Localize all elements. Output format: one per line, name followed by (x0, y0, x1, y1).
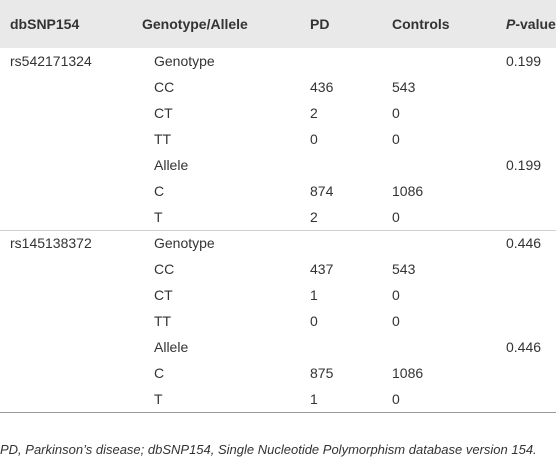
cell-controls: 0 (392, 386, 506, 412)
header-genotype-allele: Genotype/Allele (142, 16, 248, 32)
cell-snp (0, 256, 142, 282)
cell-genotype-allele: TT (154, 313, 172, 329)
cell-controls: 1086 (392, 365, 424, 381)
header-dbsnp: dbSNP154 (10, 16, 80, 32)
cell-pd (310, 230, 392, 256)
cell-pd (310, 152, 392, 178)
table-header-row (0, 0, 556, 48)
table-row (0, 204, 556, 230)
header-p-italic: P (506, 16, 516, 32)
cell-p-value (506, 74, 556, 100)
header-pd: PD (310, 16, 330, 32)
table-row (0, 74, 556, 100)
cell-controls (392, 230, 506, 256)
cell-pd: 1 (310, 287, 318, 303)
cell-pd (310, 48, 392, 74)
cell-p-value: 0.446 (506, 230, 556, 256)
cell-genotype-allele: Genotype (142, 230, 310, 256)
cell-genotype-allele: CC (154, 79, 175, 95)
cell-p-value: 0.199 (506, 157, 542, 173)
cell-genotype-allele: C (154, 183, 165, 199)
cell-p-value: 0.446 (506, 339, 542, 355)
cell-snp (0, 100, 142, 126)
cell-genotype-allele: Allele (154, 157, 189, 173)
cell-snp (0, 74, 142, 100)
cell-p-value (506, 100, 556, 126)
table-row (0, 230, 556, 256)
cell-controls: 0 (392, 131, 400, 147)
table-row (0, 334, 556, 360)
table-row (0, 386, 556, 412)
header-p-value (506, 0, 556, 48)
cell-snp (0, 126, 142, 152)
table-row (0, 178, 556, 204)
table-row (0, 360, 556, 386)
table-row (0, 308, 556, 334)
cell-snp (0, 282, 142, 308)
cell-controls: 0 (392, 313, 400, 329)
header-p-suffix: -value (515, 16, 556, 32)
cell-p-value (506, 282, 556, 308)
cell-snp (0, 334, 142, 360)
cell-p-value (506, 308, 556, 334)
cell-pd: 874 (310, 183, 334, 199)
cell-p-value (506, 386, 556, 412)
cell-pd: 2 (310, 105, 318, 121)
cell-controls (392, 152, 506, 178)
cell-pd: 0 (310, 131, 318, 147)
cell-p-value: 0.199 (506, 53, 542, 69)
cell-genotype-allele: CC (154, 261, 175, 277)
cell-genotype-allele: TT (154, 131, 172, 147)
cell-snp: rs542171324 (10, 53, 92, 69)
cell-controls (392, 48, 506, 74)
cell-genotype-allele: T (142, 386, 310, 412)
cell-genotype-allele: Allele (154, 339, 189, 355)
cell-p-value (506, 256, 556, 282)
table-row (0, 256, 556, 282)
cell-controls: 0 (392, 208, 400, 225)
cell-p-value (506, 204, 556, 230)
cell-controls: 543 (392, 261, 416, 277)
cell-p-value (506, 178, 556, 204)
cell-controls (392, 334, 506, 360)
cell-pd: 875 (310, 365, 334, 381)
cell-pd (310, 334, 392, 360)
cell-snp (0, 152, 142, 178)
cell-pd: 2 (310, 208, 318, 225)
cell-p-value (506, 360, 556, 386)
cell-genotype-allele: CT (154, 105, 173, 121)
cell-pd: 436 (310, 79, 334, 95)
cell-p-value (506, 126, 556, 152)
cell-pd: 437 (310, 261, 334, 277)
table-body (0, 48, 556, 412)
table-footnote: PD, Parkinson’s disease; dbSNP154, Single Nucleotide Polymorphism database version 154. (0, 442, 537, 457)
table-row (0, 282, 556, 308)
cell-snp (0, 204, 142, 230)
cell-snp: rs145138372 (0, 230, 142, 256)
cell-genotype-allele: CT (154, 287, 173, 303)
cell-controls: 0 (392, 287, 400, 303)
cell-controls: 1086 (392, 183, 424, 199)
table-row (0, 152, 556, 178)
cell-controls: 0 (392, 105, 400, 121)
cell-genotype-allele: T (154, 208, 163, 225)
header-controls: Controls (392, 16, 450, 32)
table-row (0, 126, 556, 152)
table-row (0, 100, 556, 126)
cell-snp (0, 308, 142, 334)
cell-genotype-allele: C (154, 365, 165, 381)
cell-pd: 1 (310, 386, 392, 412)
cell-pd: 0 (310, 313, 318, 329)
cell-genotype-allele: Genotype (154, 53, 215, 69)
cell-snp (0, 360, 142, 386)
table-row (0, 48, 556, 74)
cell-snp (0, 386, 142, 412)
cell-controls: 543 (392, 79, 416, 95)
cell-snp (0, 178, 142, 204)
